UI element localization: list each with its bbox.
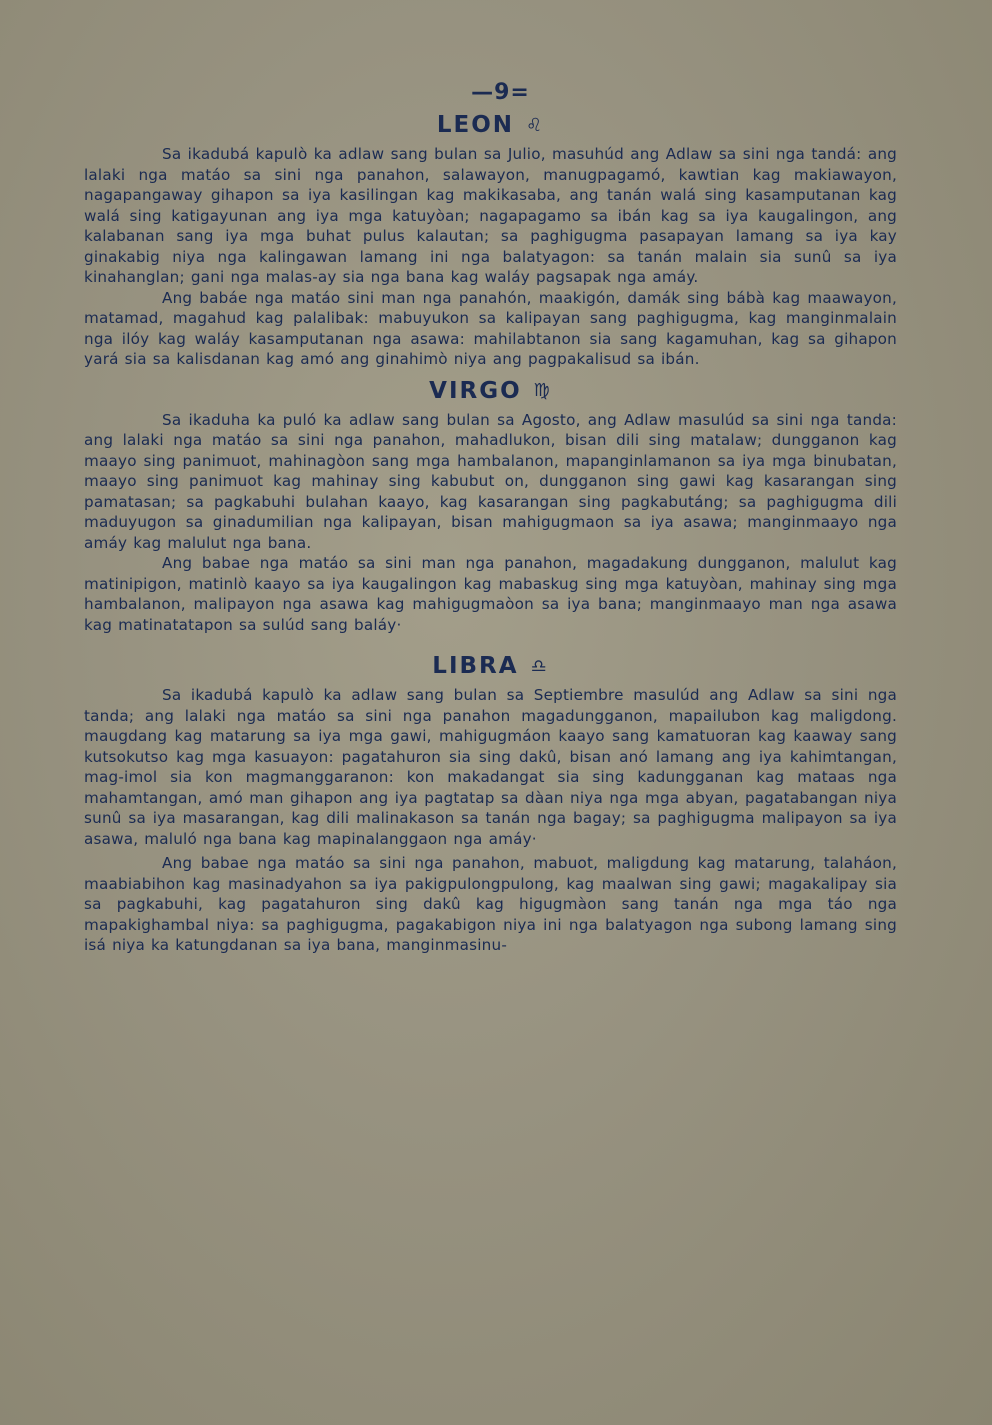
section-libra <box>84 651 897 956</box>
paragraph: Ang babae nga matáo sa sini man nga panahon, magadakung dungganon, malulut kag matinipigon, matinlò kaayo sa iya kaugalingon kag mabaskug sing mga katuyòan, mahinay sing mga hambalanon, malipayon nga asawa kag mahigugmaòon sa iya bana; manginmaayo man nga asawa kag matinatatapon sa sulúd sang baláy· <box>84 554 897 634</box>
paragraph: Sa ikadubá kapulò ka adlaw sang bulan sa Septiembre masulúd ang Adlaw sa sini nga tanda; ang lalaki nga matáo sa sini nga panahon magadungganon, mapailubon kag maligdong. maugdang kag matarung sa iya mga gawi, mahigugmáon kaayo sang kamatuoran kag kaaway sang kutsokutso kag mga kasuayon: pagatahuron sia sing dakû, bisan anó lamang ang iya kahimtangan, mag-imol sia kon magmanggaranon: kon makadangat sia sing kadungganan kag mataas nga mahamtangan, amó man gihapon ang iya pagtatap sa dàan niya nga mga abyan, pagatabangan niya sunû sa iya masarangan, kag dili malinakason sa tanán nga bagay; sa paghigugma malipayon sa iya asawa, maluló nga bana kag mapinalanggaon nga amáy· <box>84 686 897 848</box>
leo-sign-icon: ♌ <box>526 114 545 136</box>
page-number: —9= <box>471 80 530 105</box>
section-title-text: LIBRA <box>432 653 519 679</box>
section-title-leon <box>84 110 897 140</box>
libra-sign-icon: ♎ <box>530 655 549 677</box>
paragraph: Ang babáe nga matáo sini man nga panahón, maakigón, damák sing bábà kag maawayon, matamad, magahud kag palalibak: mabuyukon sa kalipayan sang paghigugma, kag manginmalain nga ilóy kag waláy kasamputanan nga asawa: mahilabtanon sia sang kagamuhan, kag sa gihapon yará sia sa kalisdanan kag amó ang ginahimò niya ang pagpakalisud sa ibán. <box>84 288 897 368</box>
section-title-text: LEON <box>436 112 515 138</box>
section-leon <box>84 110 897 370</box>
section-title-text: VIRGO <box>429 377 522 404</box>
section-title-libra <box>84 651 897 681</box>
virgo-sign-icon: ♍ <box>533 380 552 401</box>
paragraph: Sa ikadubá kapulò ka adlaw sang bulan sa Julio, masuhúd ang Adlaw sa sini nga tandá: ang lalaki nga matáo sa sini nga panahon, salawayon, manugpagamó, kawtian kag makiawayon, nagapangaway gihapon sa iya kasilingan kag makikasaba, ang tanán walá sing kasamputanan kag walá sing katigayunan ang iya mga katuyòan; nagapagamo sa ibán kag sa iya kaugalingon, ang kalabanan sang iya mga buhat pulus kalautan; sa paghigugma pasapayan lamang sa iya kay ginakabig niya nga kalingawan lamang ini nga balatyagon: sa tanán malain sia sunû sa iya kinahanglan; gani nga malas-ay sia nga bana kag waláy pagsapak nga amáy. <box>84 145 897 286</box>
paragraph: Ang babae nga matáo sa sini nga panahon, mabuot, maligdung kag matarung, talaháon, maabiabihon kag masinadyahon sa iya pakigpulongpulong, kag maalwan sing gawi; magakalipay sia sa pagkabuhi, kag pagatahuron sing dakû kag higugmàon sang tanán nga mga táo nga mapakighambal niya: sa paghigugma, pagakabigon niya ini nga balatyagon nga subong lamang sing isá niya ka katungdanan sa iya bana, manginmasinu- <box>84 854 897 954</box>
section-title-virgo <box>84 376 897 406</box>
paragraph: Sa ikaduha ka puló ka adlaw sang bulan sa Agosto, ang Adlaw masulúd sa sini nga tanda: ang lalaki nga matáo sa sini nga panahon, mahadlukon, bisan dili sing matalaw; dungganon kag maayo sing panimuot, mahinagòon sang mga hambalanon, mapanginlamanon sa iya mga binubatan, maayo sing panimuot kag mahinay sing kabubut on, dungganon sing gawi kag kasarangan sing pamatasan; sa pagkabuhi bulahan kaayo, kag kasarangan sing pagkabutáng; sa paghigugma dili maduyugon sa ginadumilian nga kalipayan, bisan mahigugmaon sa iya asawa; manginmaayo nga amáy kag malulut nga bana. <box>84 410 897 552</box>
page <box>84 78 897 1408</box>
section-virgo <box>84 376 897 636</box>
